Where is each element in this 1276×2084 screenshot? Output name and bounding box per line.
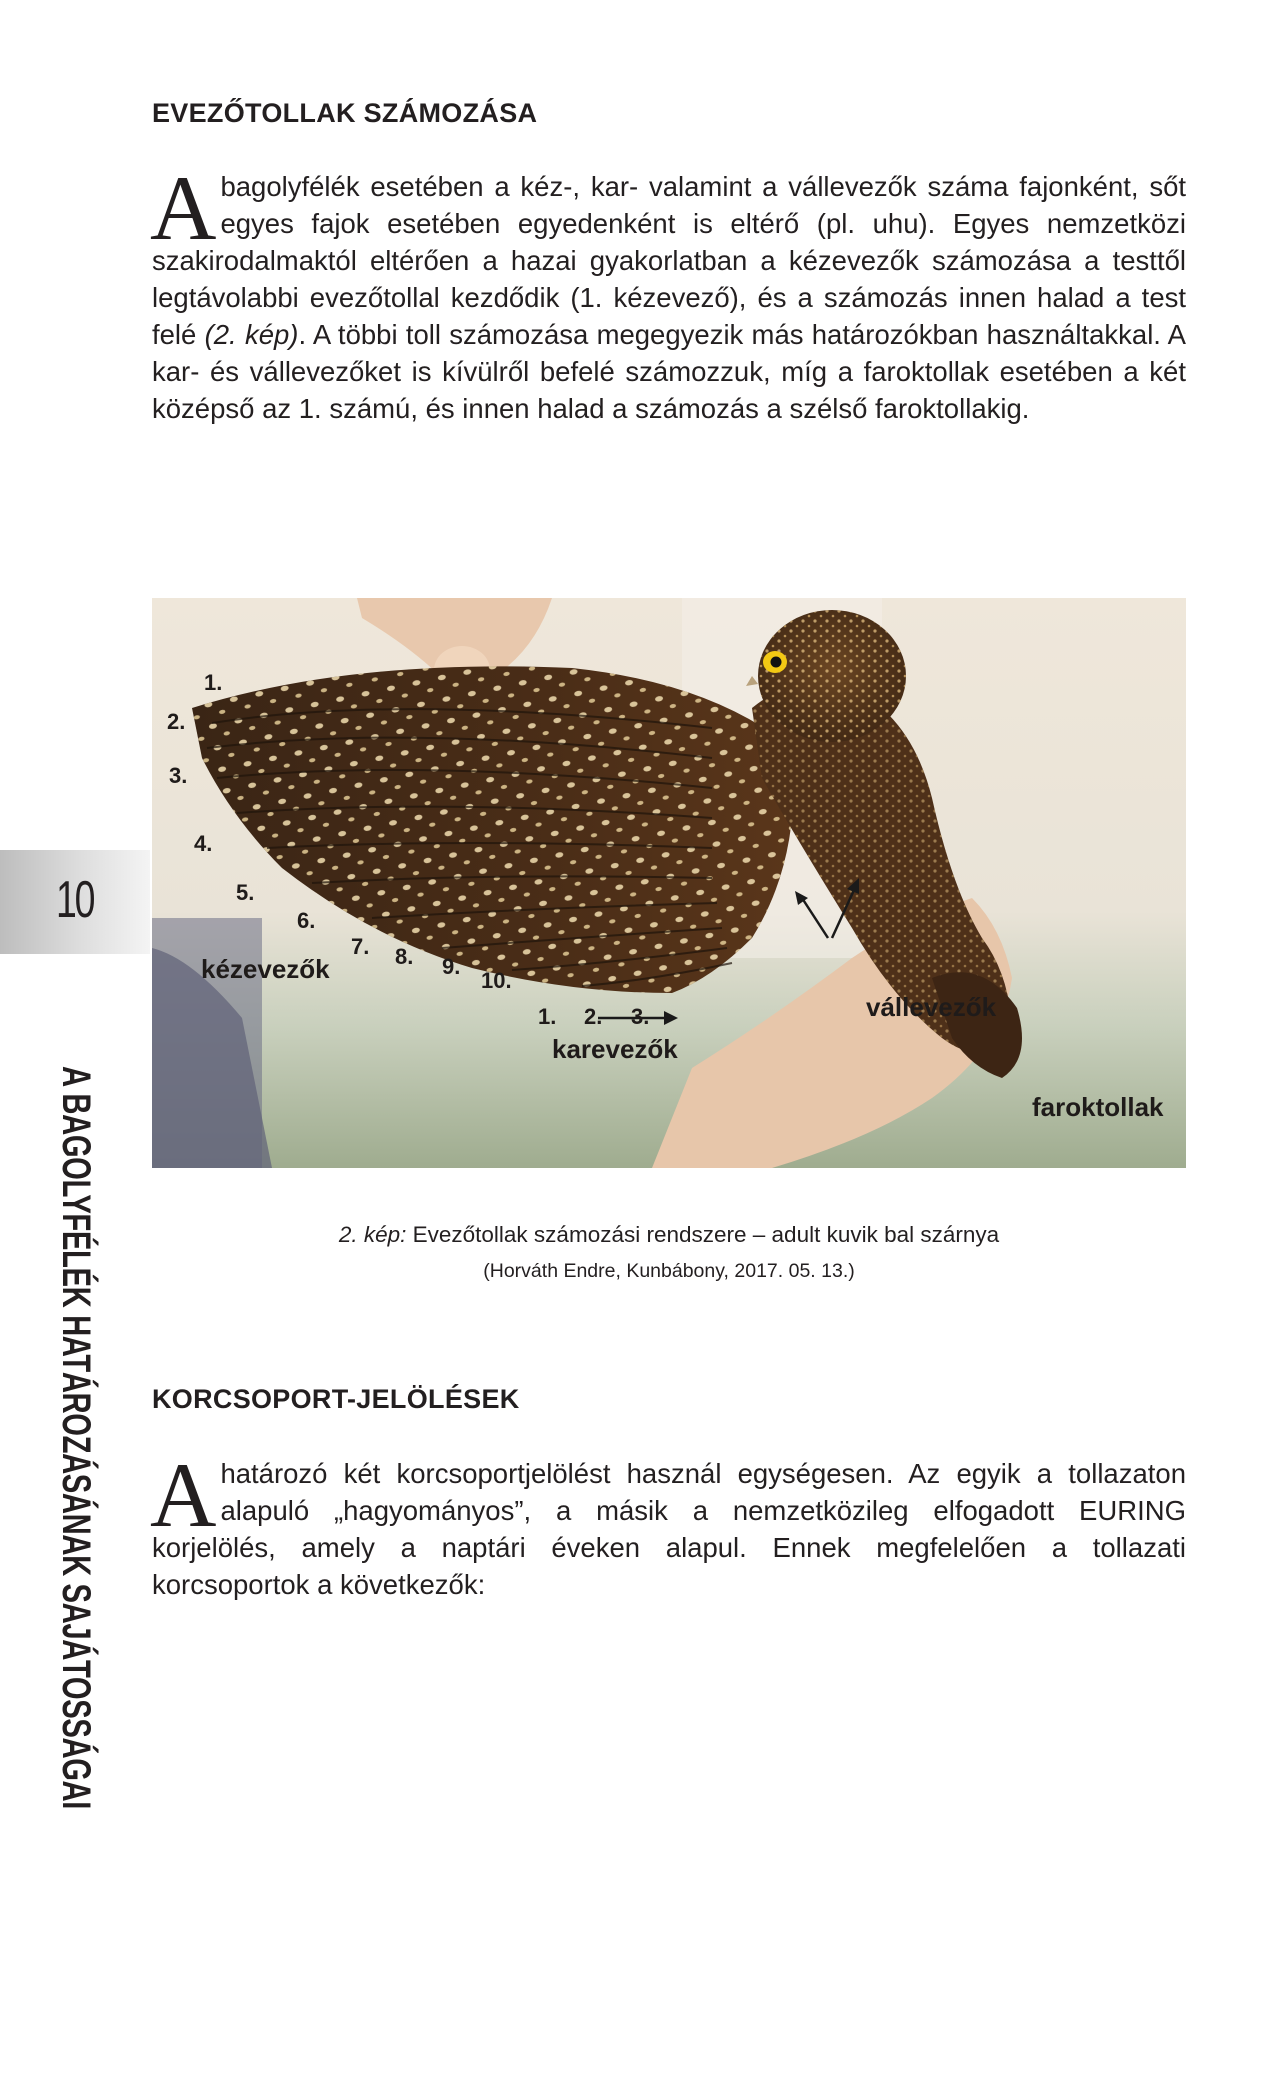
paragraph-text: bagolyfélék esetében a kéz-, kar- valamint a vállevezők száma fajonként, sőt egyes fajok esetében egyedenként is eltérő (pl. uhu). Egyes nemzetközi szakirodalmaktól eltérően a hazai gyakorlatban a kézevezők számozása a testtől legtávolabbi evezőtollal kezdődik (1. kézevező), és a számozás innen halad a test felé: [152, 171, 1186, 350]
drop-cap-2: A: [150, 1444, 217, 1546]
caption-text: Evezőtollak számozási rendszere – adult kuvik bal szárnya: [406, 1222, 1000, 1247]
section-heading: EVEZŐTOLLAK SZÁMOZÁSA: [152, 98, 538, 128]
figure-caption: [152, 1222, 1186, 1248]
primary-number-7: 7.: [351, 934, 370, 959]
secondary-number-2: 2.: [584, 1004, 603, 1029]
figure-reference: (2. kép): [204, 319, 299, 350]
page-number: 10: [56, 871, 94, 929]
body-paragraph-2: [150, 1444, 1186, 1603]
primary-number-10: 10.: [481, 968, 512, 993]
primary-number-9: 9.: [442, 954, 461, 979]
primary-number-4: 4.: [194, 831, 213, 856]
primary-number-3: 3.: [169, 763, 188, 788]
secondaries-label: karevezők: [552, 1034, 678, 1064]
drop-cap: A: [150, 157, 217, 259]
tail-label: faroktollak: [1032, 1092, 1164, 1122]
owl-wing-illustration: [152, 598, 1186, 1168]
figure-credit: (Horváth Endre, Kunbábony, 2017. 05. 13.): [483, 1260, 855, 1282]
chapter-title-vertical: [54, 1066, 98, 1810]
primaries-label: kézevezők: [201, 954, 330, 984]
tertials-label: vállevezők: [866, 992, 997, 1022]
secondary-number-3: 3.: [631, 1004, 650, 1029]
primary-number-5: 5.: [236, 880, 255, 905]
primary-number-6: 6.: [297, 908, 316, 933]
chapter-title-text: A BAGOLYFÉLÉK HATÁROZÁSÁNAK SAJÁTOSSÁGAI: [54, 1066, 98, 1810]
caption-ref: 2. kép:: [338, 1222, 407, 1247]
paragraph-text-2: határozó két korcsoportjelölést használ egységesen. Az egyik a tollazaton alapuló „hagyományos”, a másik a nemzetközileg elfogadott EURING korjelölés, amely a naptári éveken alapul. Ennek megfelelően a tollazati korcsoportok a következők:: [152, 1458, 1186, 1600]
secondary-number-1: 1.: [538, 1004, 557, 1029]
primary-number-2: 2.: [167, 709, 186, 734]
paragraph-text-cont: . A többi toll számozása megegyezik más határozókban használtakkal. A kar- és vállevezőket is kívülről befelé számozzuk, míg a faroktollak esetében a két középső az 1. számú, és innen halad a számozás a szélső faroktollakig.: [152, 319, 1187, 424]
primary-number-8: 8.: [395, 944, 414, 969]
owl-wing-photo: [152, 598, 1186, 1168]
section-heading-2: KORCSOPORT-JELÖLÉSEK: [152, 1384, 520, 1414]
body-paragraph: [150, 157, 1187, 427]
primary-number-1: 1.: [204, 670, 223, 695]
